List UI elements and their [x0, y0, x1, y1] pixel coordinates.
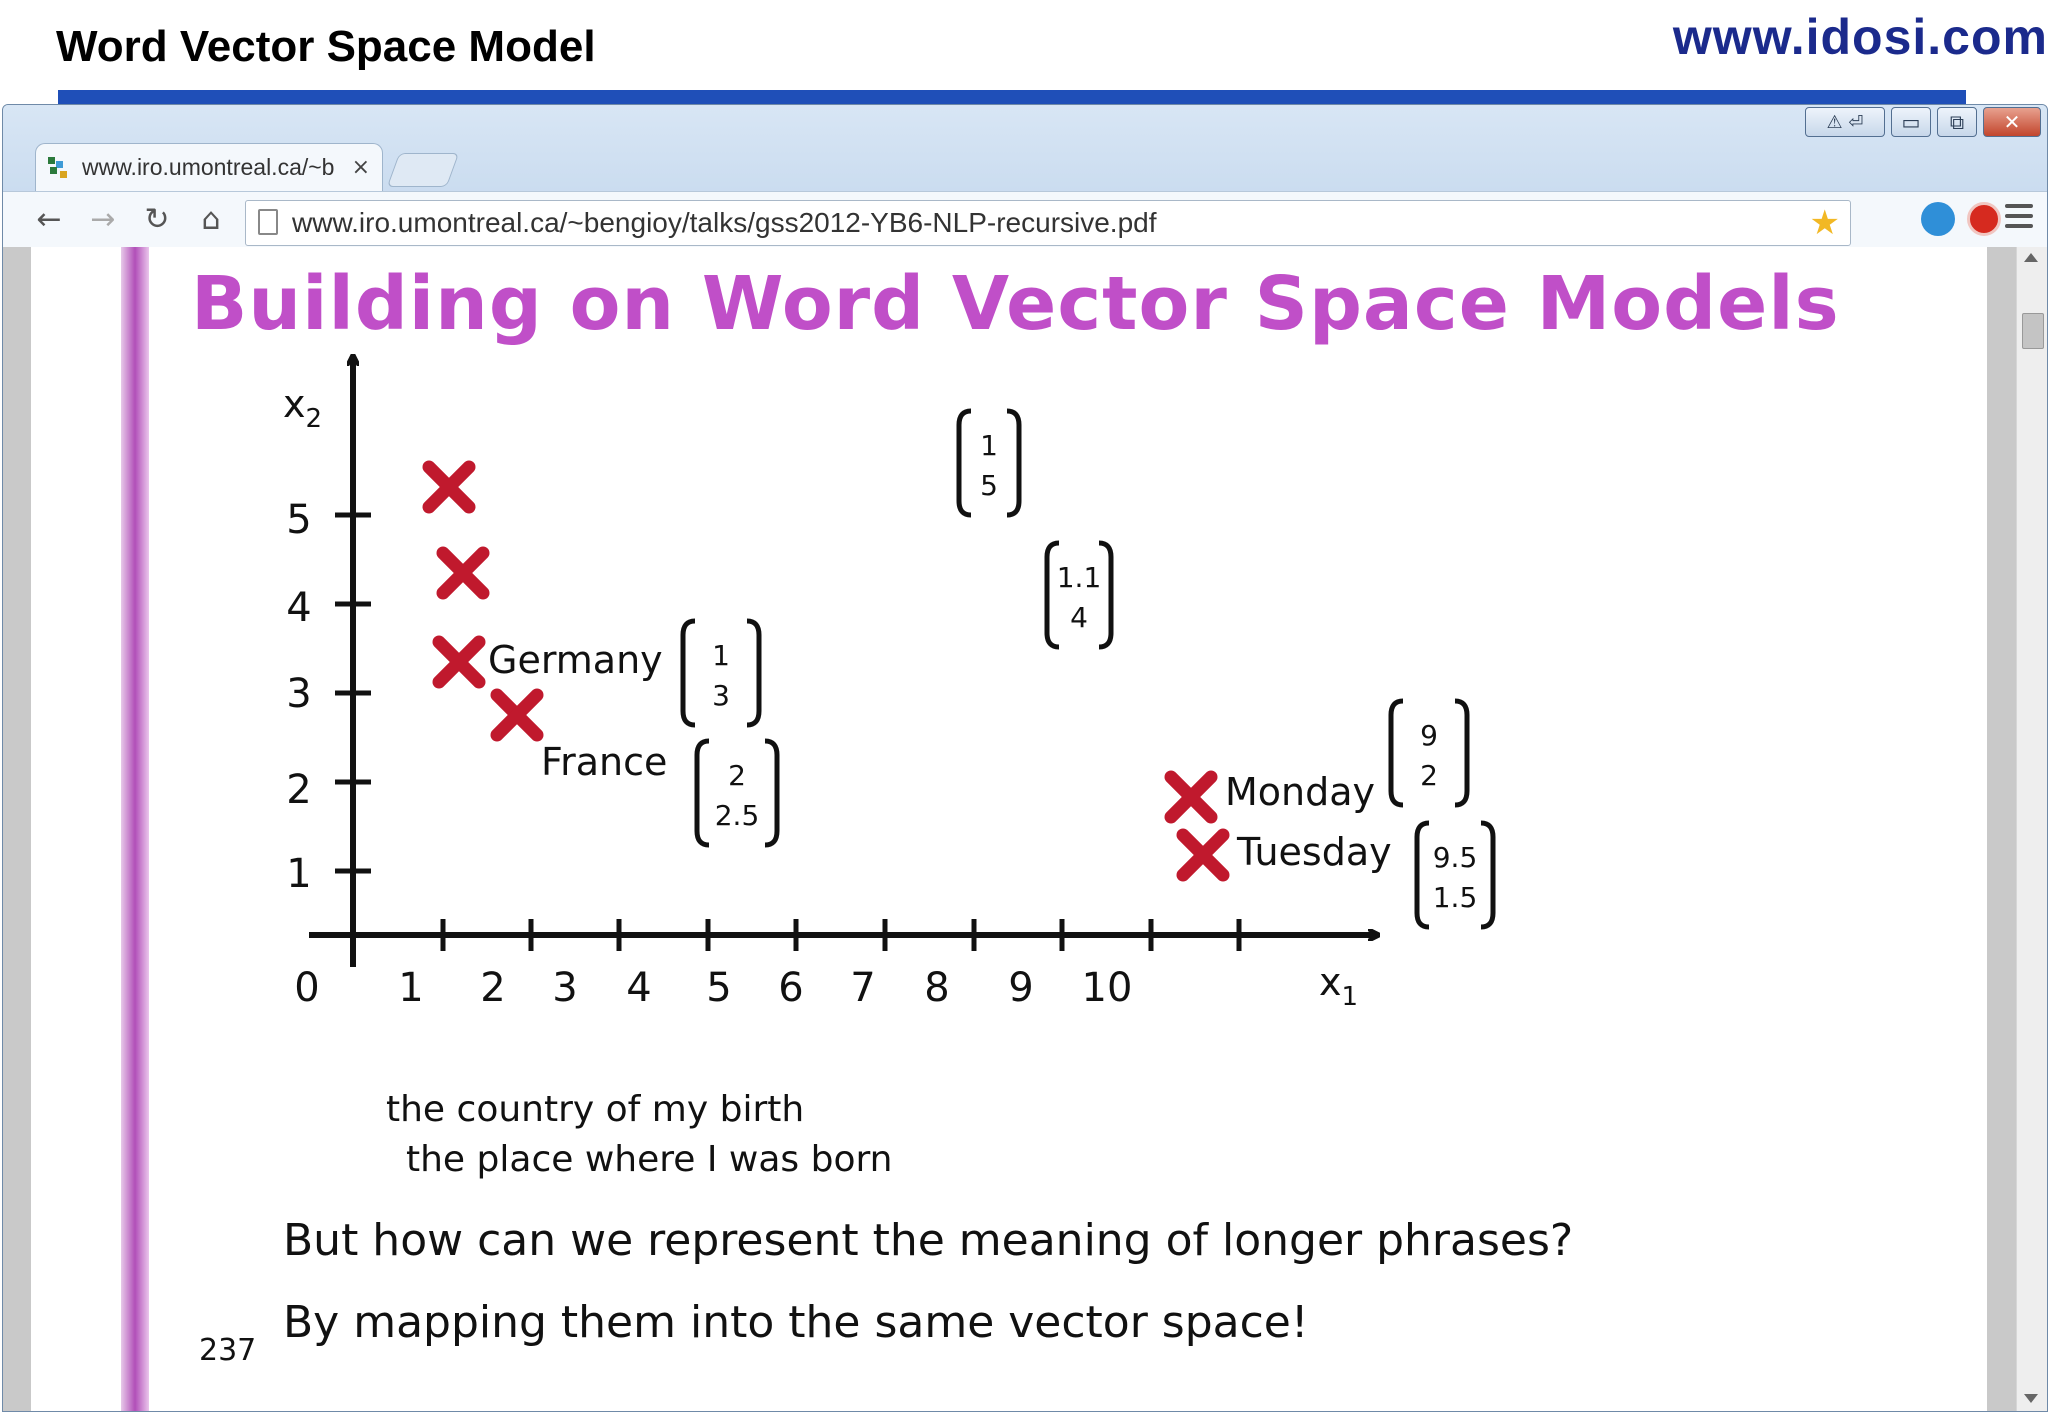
tab-active[interactable]	[35, 143, 383, 191]
vector-value: 4	[1070, 601, 1088, 634]
header-divider	[58, 90, 1966, 104]
y-tick-label: 4	[286, 585, 312, 631]
vector-value: 5	[980, 469, 998, 502]
y-tick-label: 1	[286, 851, 312, 897]
bracket-left	[959, 411, 971, 515]
vector-bracket	[1391, 701, 1467, 805]
x-axis-label: $x_1$	[1319, 960, 1359, 1012]
data-point	[439, 621, 759, 725]
x-tick-label: 3	[552, 965, 578, 1011]
x-tick-label: 1	[398, 965, 424, 1011]
menu-icon[interactable]	[2005, 204, 2033, 234]
bracket-left	[1047, 543, 1059, 647]
vector-value: 3	[712, 679, 730, 712]
data-point	[429, 411, 1019, 515]
bracket-right	[1099, 543, 1111, 647]
point-label: Monday	[1225, 770, 1376, 814]
window-controls	[1805, 107, 2041, 139]
x-tick-label: 2	[480, 965, 506, 1011]
vector-value: 1.5	[1432, 881, 1478, 914]
point-label: Tuesday	[1237, 830, 1392, 874]
x-tick-label: 8	[924, 965, 950, 1011]
reload-icon[interactable]: ↻	[144, 202, 170, 237]
maximize-button[interactable]: ⧉	[1937, 107, 1977, 137]
answer-text: By mapping them into the same vector space!	[283, 1297, 1309, 1348]
y-tick-label: 2	[286, 767, 312, 813]
scroll-up-icon[interactable]	[2024, 253, 2038, 262]
bracket-right	[747, 621, 759, 725]
vertical-scrollbar[interactable]	[2016, 247, 2047, 1411]
vector-value: 1.1	[1056, 561, 1102, 594]
page-number: 237	[199, 1333, 257, 1368]
vector-bracket	[697, 741, 777, 845]
y-tick-label: 5	[286, 497, 312, 543]
vector-value: 9.5	[1432, 841, 1478, 874]
scatter-plot	[31, 247, 1631, 1027]
bracket-left	[697, 741, 709, 845]
x-tick-label: 5	[706, 965, 732, 1011]
pdf-viewer	[3, 247, 2047, 1411]
vector-bracket	[959, 411, 1019, 515]
x-tick-label: 7	[850, 965, 876, 1011]
close-window-button[interactable]: ✕	[1983, 107, 2041, 137]
data-point	[497, 695, 777, 845]
vector-value: 2.5	[714, 799, 760, 832]
bracket-left	[683, 621, 695, 725]
home-icon[interactable]: ⌂	[201, 202, 221, 237]
address-bar-url: www.iro.umontreal.ca/~bengioy/talks/gss2012-YB6-NLP-recursive.pdf	[292, 207, 1157, 238]
point-label: France	[541, 740, 668, 784]
forward-icon[interactable]: →	[90, 202, 116, 237]
example-phrase-2: the place where I was born	[406, 1139, 893, 1180]
adblock-extension-icon[interactable]	[1967, 202, 2001, 236]
x-tick-label: 6	[778, 965, 804, 1011]
site-favicon-icon	[48, 157, 70, 179]
pdf-page	[31, 247, 1987, 1412]
bracket-right	[765, 741, 777, 845]
bracket-left	[1417, 823, 1429, 927]
vector-bracket	[683, 621, 759, 725]
site-url: www.idosi.com	[1672, 9, 2048, 65]
tab-title: www.iro.umontreal.ca/~b	[82, 154, 335, 180]
vector-value: 1	[712, 639, 730, 672]
tab-close-icon[interactable]: ×	[351, 155, 370, 180]
y-axis-label: $x_2$	[283, 382, 323, 434]
data-point	[1183, 823, 1493, 927]
data-point	[443, 543, 1111, 647]
back-icon[interactable]: ←	[36, 202, 62, 237]
address-bar[interactable]	[245, 200, 1851, 246]
vector-value: 2	[1420, 759, 1438, 792]
scroll-thumb[interactable]	[2022, 313, 2044, 349]
vector-value: 2	[728, 759, 746, 792]
bracket-left	[1391, 701, 1403, 805]
warning-icon[interactable]: ⚠ ⏎	[1805, 107, 1885, 137]
data-point	[1171, 701, 1467, 817]
toolbar	[3, 191, 2047, 248]
x-tick-label: 10	[1081, 965, 1133, 1011]
scroll-down-icon[interactable]	[2024, 1394, 2038, 1403]
slide-title: Word Vector Space Model	[56, 22, 596, 71]
y-tick-label: 3	[286, 671, 312, 717]
question-text: But how can we represent the meaning of longer phrases?	[283, 1215, 1574, 1266]
example-phrase-1: the country of my birth	[386, 1089, 805, 1130]
bracket-right	[1455, 701, 1467, 805]
bracket-right	[1007, 411, 1019, 515]
minimize-button[interactable]: ▭	[1891, 107, 1931, 137]
point-label: Germany	[488, 638, 663, 682]
x-tick-label: 4	[626, 965, 652, 1011]
vector-bracket	[1417, 823, 1493, 927]
bracket-right	[1481, 823, 1493, 927]
download-extension-icon[interactable]	[1921, 202, 1955, 236]
slide-heading: Building on Word Vector Space Models	[191, 261, 1840, 347]
origin-label: 0	[294, 965, 320, 1011]
vector-value: 1	[980, 429, 998, 462]
x-tick-label: 9	[1008, 965, 1034, 1011]
new-tab-button[interactable]	[387, 153, 459, 187]
vector-value: 9	[1420, 719, 1438, 752]
vector-bracket	[1047, 543, 1111, 647]
browser-window	[2, 104, 2048, 1412]
page-icon	[258, 209, 278, 235]
bookmark-star-icon[interactable]: ★	[1809, 203, 1840, 243]
